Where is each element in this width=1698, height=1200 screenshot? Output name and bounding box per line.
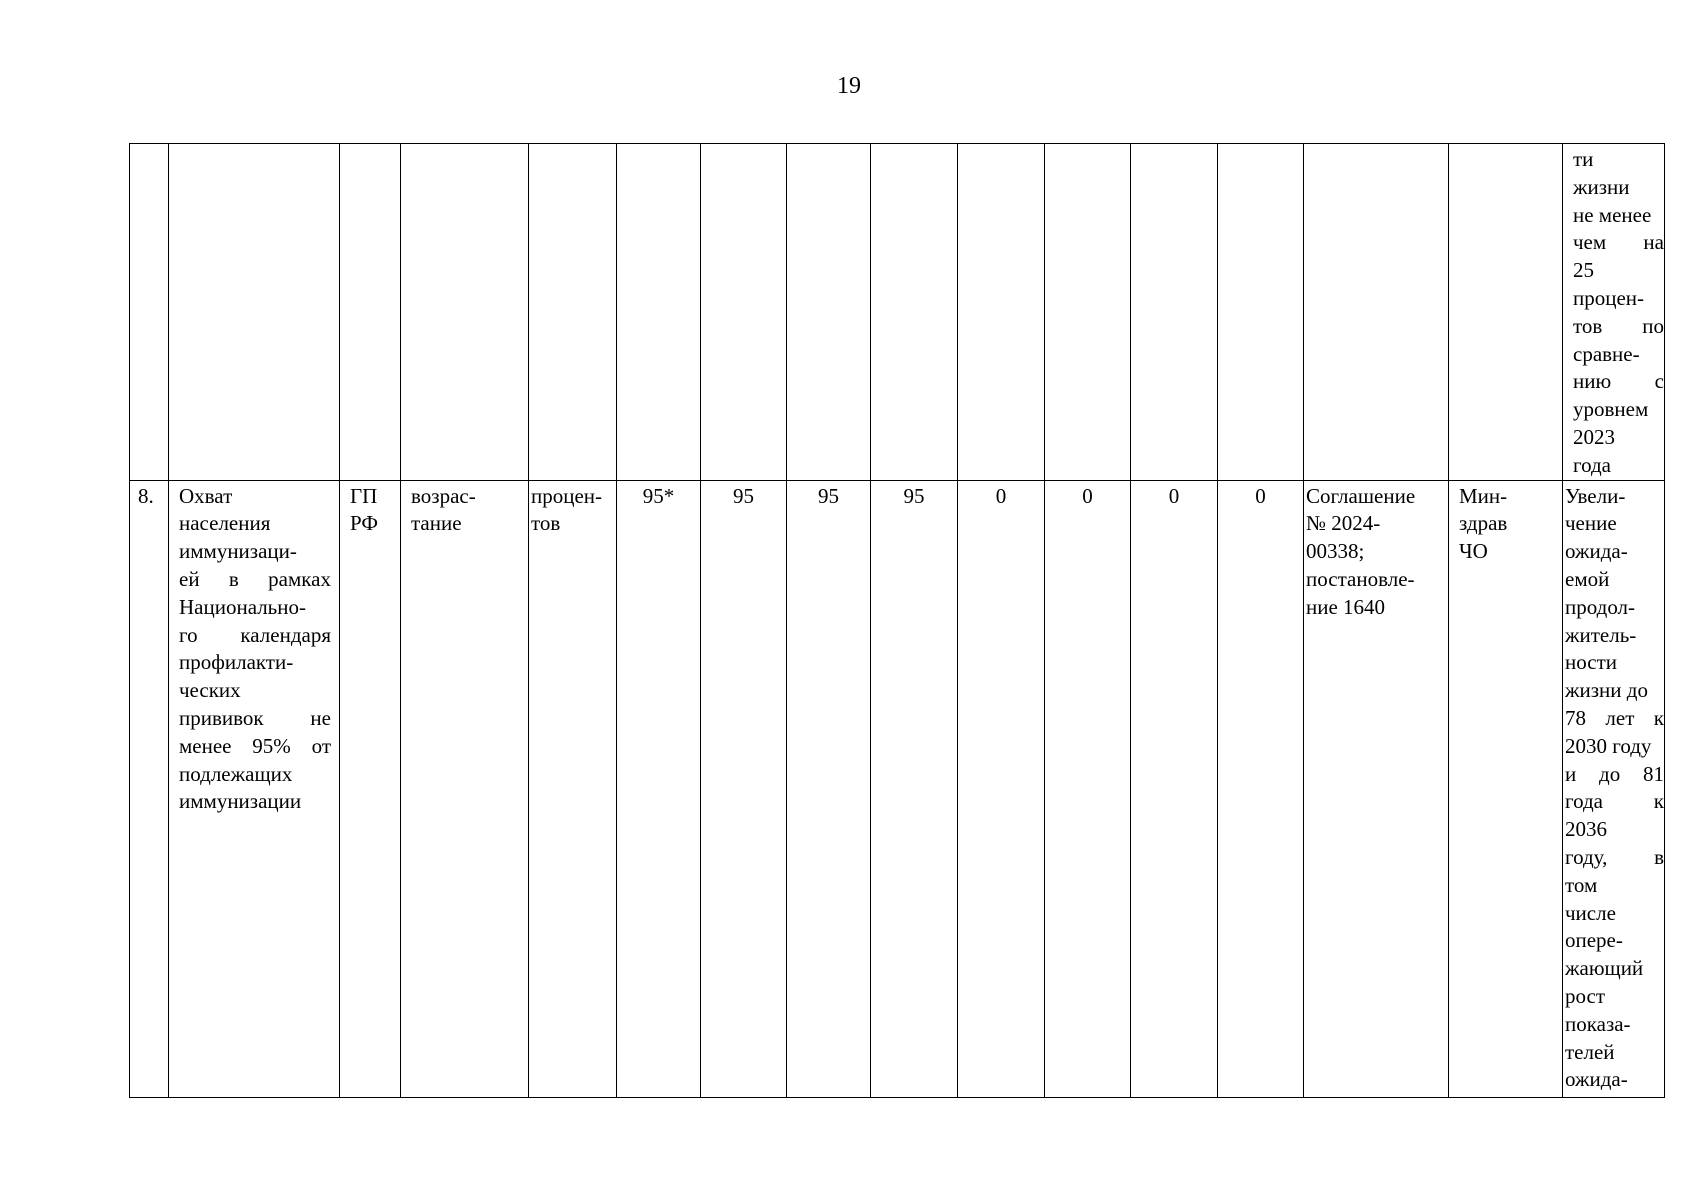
value: 0 [995,483,1007,508]
responsible-line: здрав [1459,511,1508,536]
cell-value [1045,480,1131,1097]
goal-line: опере- [1565,928,1623,953]
goal-line: телей [1565,1039,1615,1064]
cell-value [958,480,1045,1097]
value: 0 [1168,483,1180,508]
goal-line: житель- [1565,622,1637,647]
document-line: Соглашение [1306,483,1416,508]
value: 0 [1255,483,1266,508]
document-line: 00338; [1306,539,1365,564]
name-line: профилакти- [179,650,294,675]
goal-line: 2023 [1573,424,1615,449]
unit-line: тов [531,511,561,536]
cell-empty [1045,144,1131,481]
responsible-line: Мин- [1459,483,1508,508]
unit-line: процен- [531,483,603,508]
document-line: № 2024- [1306,511,1381,536]
cell-row-number [130,480,169,1097]
name-line: подлежащих [179,761,293,786]
goal-line: рост [1565,983,1606,1008]
goal-line: году, в [1565,844,1664,869]
cell-responsible [1449,480,1563,1097]
goal-line: жизни до [1565,678,1648,703]
goal-line: жающий [1565,956,1644,981]
goal-line: ти [1573,147,1594,171]
goal-line: чем на [1573,230,1664,255]
goal-line: Увели- [1565,483,1626,508]
document-line: ние 1640 [1306,594,1386,619]
cell-empty [1218,144,1304,481]
cell-empty [701,144,787,481]
cell-value [871,480,958,1097]
responsible-line: ЧО [1459,539,1488,564]
name-line: менее 95% от [179,733,331,758]
goal-line: не менее [1573,202,1652,227]
cell-goal-continuation [1563,144,1665,481]
cell-value [787,480,871,1097]
table-row-8 [130,480,1665,1097]
goal-line: 2036 [1565,817,1607,842]
cell-base-value [617,480,701,1097]
cell-level [340,480,401,1097]
goal-line: года [1573,452,1611,477]
cell-empty [787,144,871,481]
level-line: ГП [350,483,378,508]
cell-empty [169,144,340,481]
name-line: иммунизаци- [179,539,297,564]
goal-line: том [1565,872,1598,897]
cell-empty [871,144,958,481]
goal-line: показа- [1565,1011,1631,1036]
name-line: ей в рамках [179,566,331,591]
cell-empty [1131,144,1218,481]
cell-indicator-name [169,480,340,1097]
cell-empty [1304,144,1449,481]
document-line: постановле- [1306,566,1415,591]
goal-line: года к [1565,789,1664,814]
table-row-continuation [130,144,1665,481]
goal-line: сравне- [1573,341,1640,366]
cell-value [1218,480,1304,1097]
name-line: иммунизации [179,789,302,814]
page-number: 19 [837,73,861,99]
goal-line: 78 лет к [1565,705,1664,730]
goal-line: продол- [1565,594,1636,619]
cell-value [1131,480,1218,1097]
trend-line: тание [411,511,462,536]
name-line: ческих [179,678,241,703]
cell-value [701,480,787,1097]
cell-empty [529,144,617,481]
name-line: населения [179,511,271,536]
cell-empty [958,144,1045,481]
name-line: Охват [179,483,233,508]
trend-line: возрас- [411,483,476,508]
name-line: го календаря [179,622,331,647]
goal-line: уровнем [1573,397,1649,422]
cell-goal [1563,480,1665,1097]
cell-empty [401,144,529,481]
value: 95 [818,483,839,508]
cell-empty [340,144,401,481]
cell-trend [401,480,529,1097]
cell-unit [529,480,617,1097]
cell-document [1304,480,1449,1097]
cell-empty [1449,144,1563,481]
goal-line: процен- [1573,285,1645,310]
goal-line: числе [1565,900,1616,925]
base-value: 95* [642,483,675,508]
level-line: РФ [350,511,378,536]
cell-empty [617,144,701,481]
goal-line: 25 [1573,258,1594,283]
goal-line: 2030 году [1565,733,1652,758]
goal-line: нию с [1573,369,1664,394]
name-line: Национально- [179,594,306,619]
goal-line: и до 81 [1565,761,1664,786]
row-number: 8. [138,483,154,508]
indicators-table [129,143,1665,1098]
value: 95 [903,483,925,508]
goal-line: ности [1565,650,1617,675]
goal-line: тов по [1573,313,1664,338]
goal-line: ожида- [1565,1067,1628,1092]
goal-line: ожида- [1565,539,1628,564]
value: 95 [733,483,754,508]
cell-empty [130,144,169,481]
value: 0 [1082,483,1093,508]
goal-line: жизни [1573,174,1630,199]
name-line: прививок не [179,705,331,730]
goal-line: емой [1565,566,1610,591]
goal-line: чение [1565,511,1617,536]
